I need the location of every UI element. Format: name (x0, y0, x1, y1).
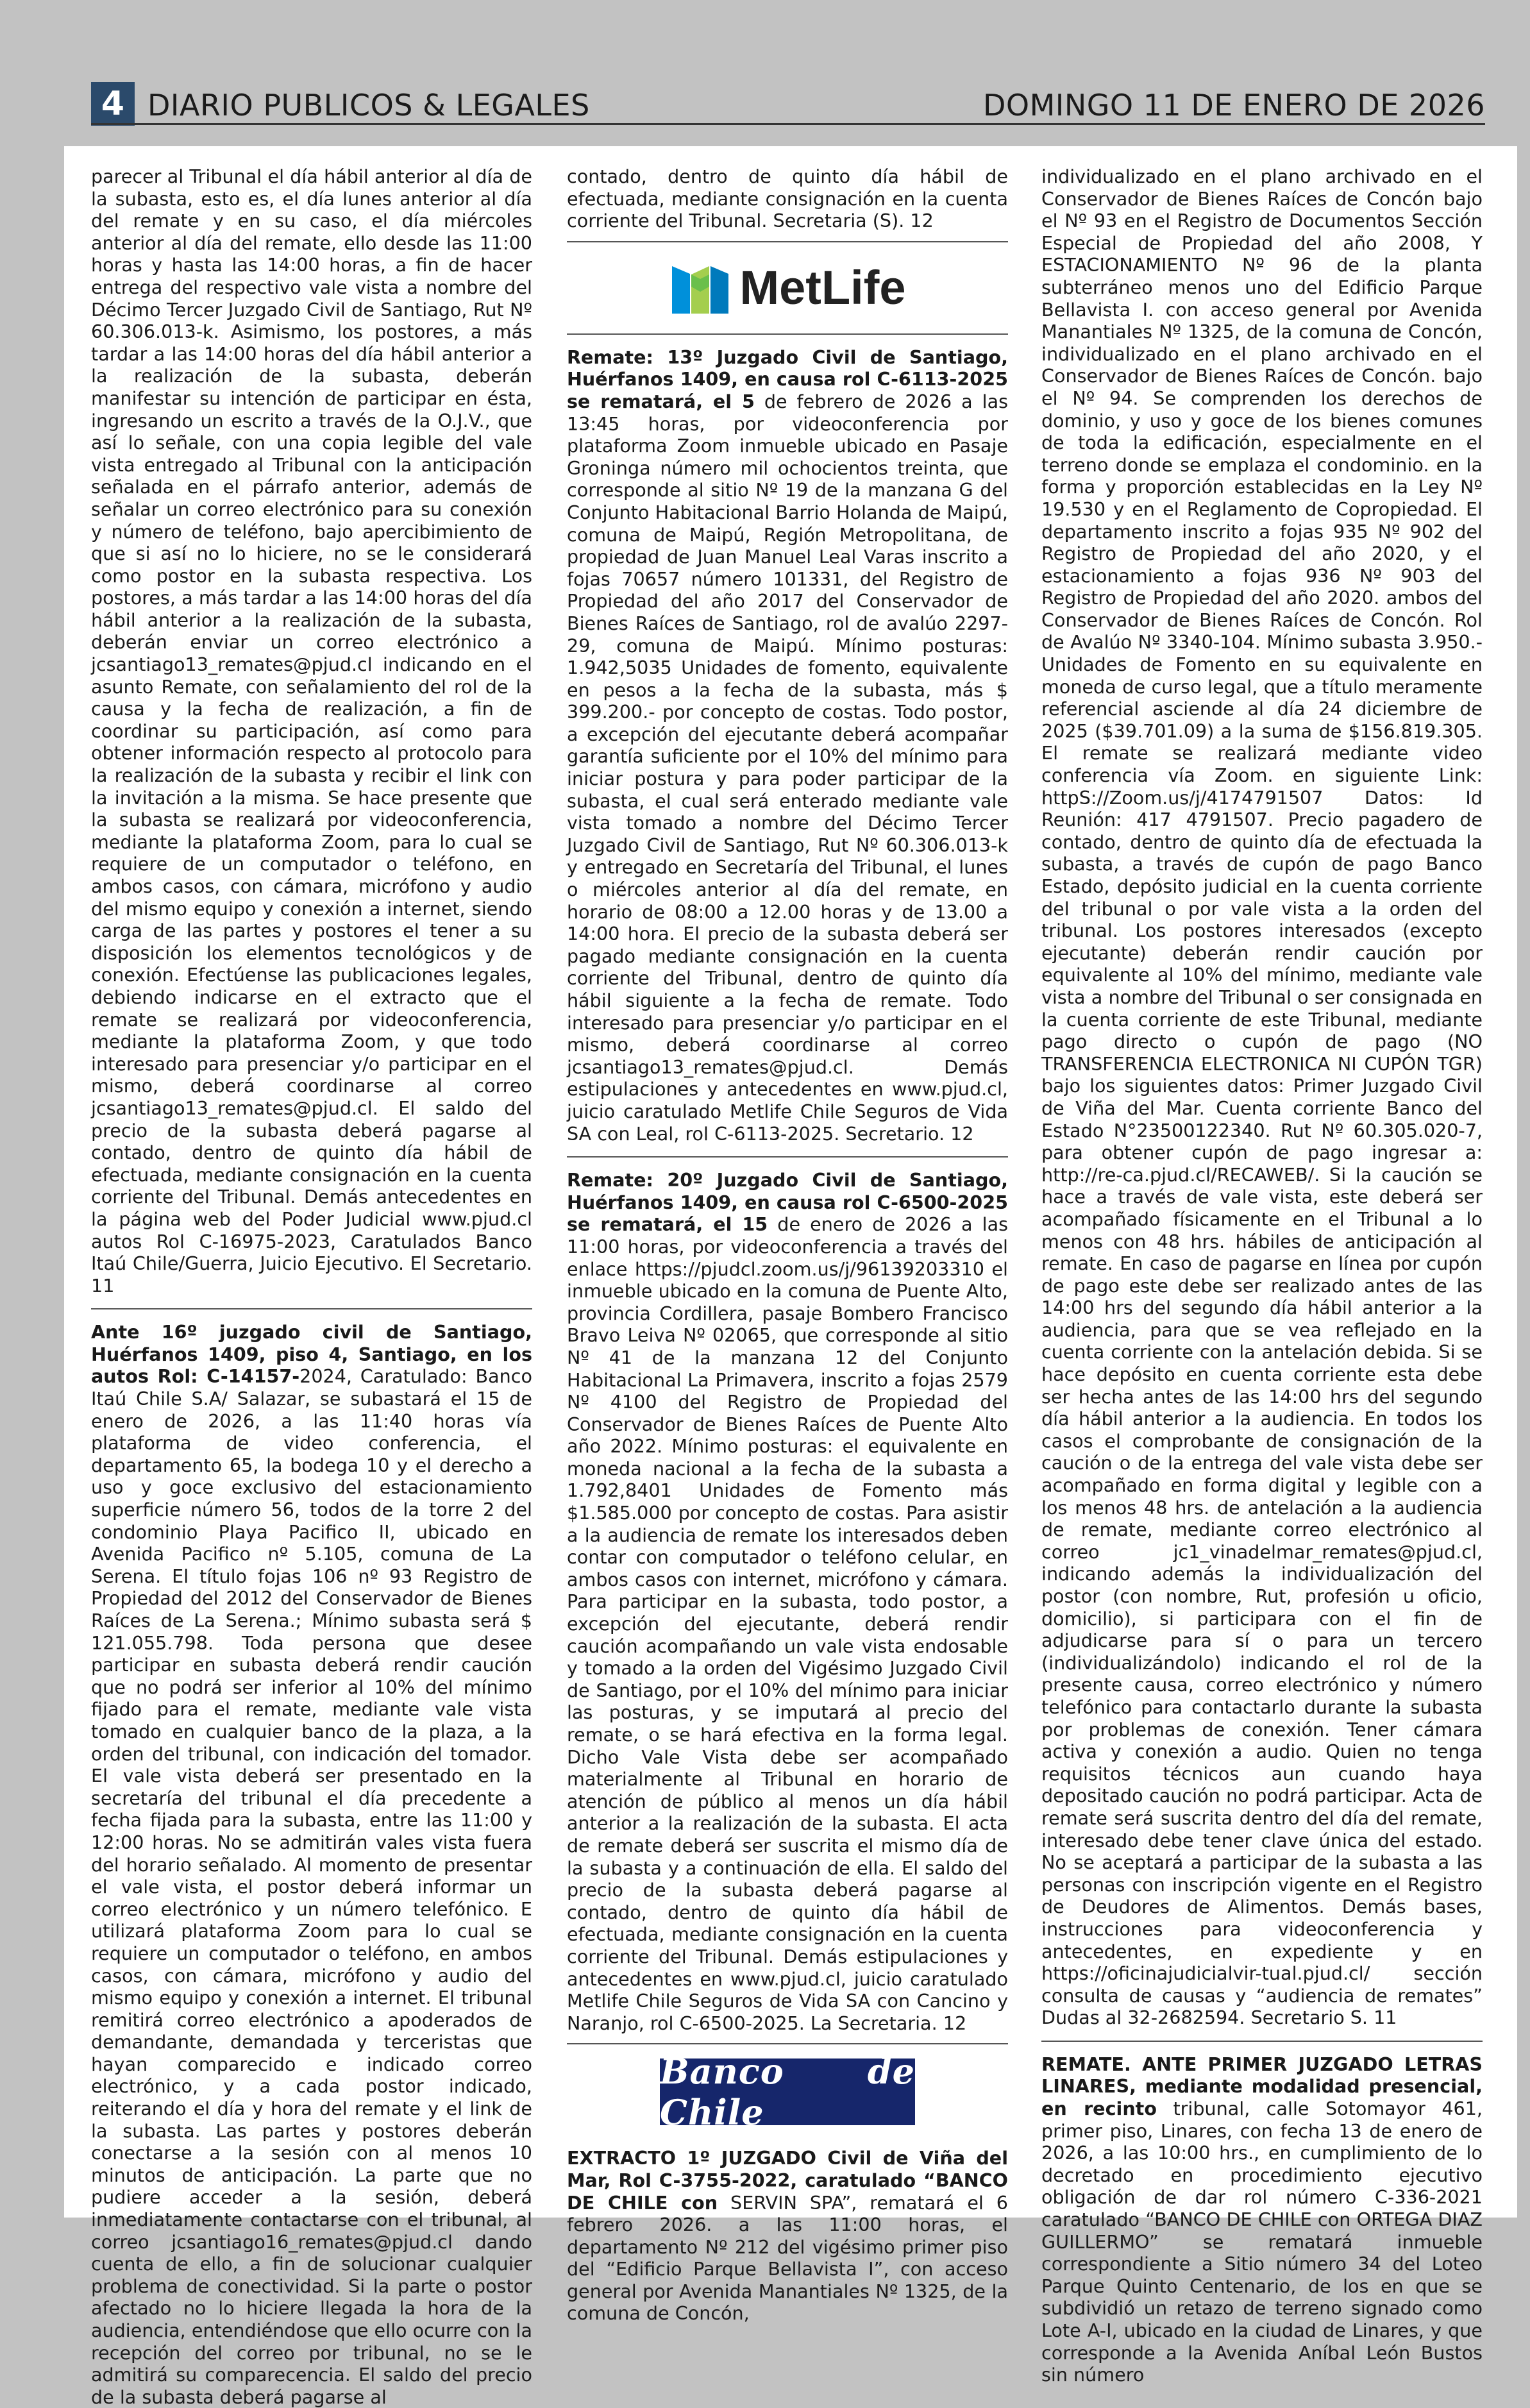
notice-20-juzgado: Remate: 20º Juzgado Civil de Santiago, Huérfanos 1409, en causa rol C-6500-2025 se rematará, el 15 de enero de 2026 a las 11:00 horas, por videoconferencia a través del enlace https://pjudcl.zoom.us/j/96139203310 el inmueble ubicado en la comuna de Puente Alto, provincia Cordillera, pasaje Bombero Francisco Bravo Leiva Nº 02065, que corresponde al sitio Nº 41 de la manzana 12 del Conjunto Habitacional La Primavera, inscrito a fojas 2579 Nº 4100 del Registro de Propiedad del Conservador de Bienes Raíces de Puente Alto año 2022. Mínimo posturas: el equivalente en moneda nacional a la fecha de la subasta a 1.792,8401 Unidades de Fomento más $1.585.000 por concepto de costas. Para asistir a la audiencia de remate los interesados deben contar con computador o teléfono celular, en ambos casos con internet, micrófono y cámara. Para participar en la subasta, todo postor, a excepción del ejecutante, deberá rendir caución acompañando un vale vista endosable y tomado a la orden del Vigésimo Juzgado Civil de Santiago, por el 10% del mínimo para iniciar las posturas, y se imputará al precio del remate, o se hará efectiva en la forma legal. Dicho Vale Vista debe ser acompañado materialmente al Tribunal en horario de atención de público al menos un día hábil anterior a la realización de la subasta. El acta de remate deberá ser suscrita el mismo día de la subasta y a continuación de ella. El saldo del precio de la subasta deberá pagarse al contado, dentro de quinto día hábil de efectuada, mediante consignación en la cuenta corriente del Tribunal. Demás estipulaciones y antecedentes en www.pjud.cl, juicio caratulado Metlife Chile Seguros de Vida SA con Cancino y Naranjo, rol C-6500-2025. La Secretaria. 12 (567, 1169, 1008, 2034)
column-1 (91, 165, 532, 2408)
metlife-wordmark: MetLife (739, 261, 906, 315)
metlife-logo (567, 241, 1008, 335)
notice-continuation: individualizado en el plano archivado en el Conservador de Bienes Raíces de Concón bajo el Nº 93 en el Registro de Documentos Sección Especial de Propiedad del año 2008, Y ESTACIONAMIENTO Nº 96 de la planta subterráneo menos uno del Edificio Parque Bellavista I. con acceso general por Avenida Manantiales Nº 1325, de la comuna de Concón, individualizado en el plano archivado en el Conservador de Bienes Raíces de Concón. bajo el Nº 94. Se comprenden los derechos de dominio, y uso y goce de los bienes comunes de toda la edificación, especialmente en el terreno donde se emplaza el condominio. en la forma y proporción establecidas en la Ley Nº 19.530 y en el Reglamento de Copropiedad. El departamento inscrito a fojas 935 Nº 902 del Registro de Propiedad del año 2020, y el estacionamiento a fojas 936 Nº 903 del Registro de Propiedad del año 2020. ambos del Conservador de Bienes Raíces de Concón. Rol de Avalúo Nº 3340-104. Mínimo subasta 3.950.- Unidades de Fomento en su equivalente en moneda de curso legal, que a título meramente referencial asciende al día 24 diciembre de 2025 ($39.701.09) a la suma de $156.819.305. El remate se realizará mediante video conferencia vía Zoom. en siguiente Link: httpS://Zoom.us/j/4174791507 Datos: Id Reunión: 417 4791507. Precio pagadero de contado, dentro de quinto día de efectuada la subasta, a través de cupón de pago Banco Estado, depósito judicial en la cuenta corriente del tribunal o por vale vista a la orden del tribunal. Los postores interesados (excepto ejecutante) deberán rendir caución por equivalente al 10% del mínimo, mediante vale vista a nombre del Tribunal o ser consignada en la cuenta corriente de este Tribunal, mediante pago directo o cupón de pago (NO TRANSFERENCIA ELECTRONICA NI CUPÓN TGR) bajo los siguientes datos: Primer Juzgado Civil de Viña del Mar. Cuenta corriente Banco del Estado N°23500122340. Rut Nº 60.305.020-7, para obtener cupón de pago ingresar a: http://re-ca.pjud.cl/RECAWEB/. Si la caución se hace a través de vale vista, este deberá ser acompañado físicamente en el Tribunal a lo menos con 48 hrs. hábiles de anticipación al remate. En caso de pagarse en línea por cupón de pago este debe ser realizado antes de las 14:00 hrs del segundo día hábil anterior a la audiencia, para que se vea reflejado en la cuenta corriente con la antelación debida. Si se hace depósito en cuenta corriente esta debe ser hecha antes de las 14:00 hrs del segundo día hábil anterior a la audiencia. En todos los casos el comprobante de consignación de la caución o de la entrega del vale vista debe ser acompañado en forma digital y legible con a los menos 48 hrs. de antelación a la audiencia de remate, mediante correo electrónico al correo jc1_vinadelmar_remates@pjud.cl, indicando además la individualización del postor (con nombre, Rut, profesión u oficio, domicilio), si participara con el fin de adjudicarse para sí o para un tercero (individualizándolo) indicando el rol de la presente causa, correo electrónico y número telefónico para contactarlo durante la subasta por problemas de conexión. Tener cámara activa y conexión a audio. Quien no tenga requisitos técnicos aun cuando haya depositado caución no podrá participar. Acta de remate será suscrita dentro del día del remate, interesado debe tener clave única del estado. No se aceptará a participar de la subasta a las personas con inscripción vigente en el Registro de Deudores de Alimentos. Demás bases, instrucciones para videoconferencia y antecedentes, en expediente y en https://oficinajudicialvir-tual.pjud.cl/ sección consulta de causas y “audiencia de remates” Dudas al 32-2682594. Secretario S. 11 (1041, 165, 1483, 2029)
banco-chile-logo (567, 2043, 1008, 2134)
column-2 (567, 165, 1008, 2325)
page-header (91, 82, 1485, 126)
notice-continuation: parecer al Tribunal el día hábil anterior al día de la subasta, esto es, el día lunes anterior al día del remate y en su caso, el día miércoles anterior al día del remate, ello desde las 11:00 horas y hasta las 14:00 horas, a fin de hacer entrega del respectivo vale vista a nombre del Décimo Tercer Juzgado Civil de Santiago, Rut Nº 60.306.013-k. Asimismo, los postores, a más tardar a las 14:00 horas del día hábil anterior a la realización de la subasta, deberán manifestar su intención de participar en ésta, ingresando un escrito a través de la O.J.V., que así lo señale, con una copia legible del vale vista entregado al Tribunal con la anticipación señalada en el párrafo anterior, además de señalar un correo electrónico para su conexión y número de teléfono, bajo apercibimiento de que si así no lo hiciere, no se le considerará como postor en la subasta respectiva. Los postores, a más tardar a las 14:00 horas del día hábil anterior a la realización de la subasta, deberán enviar un correo electrónico a jcsantiago13_remates@pjud.cl indicando en el asunto Remate, con señalamiento del rol de la causa y la fecha de realización, a fin de coordinar su participación, así como para obtener información respecto al protocolo para la realización de la subasta y recibir el link con la invitación a la misma. Se hace presente que la subasta se realizará por videoconferencia, mediante la plataforma Zoom, para lo cual se requiere de un computador o teléfono, en ambos casos, con cámara, micrófono y audio del mismo equipo y conexión a internet, siendo carga de las partes y postores el tener a su disposición los elementos tecnológicos y de conexión. Efectúense las publicaciones legales, debiendo indicarse en el extracto que el remate se realizará por videoconferencia, mediante la plataforma Zoom, y que todo interesado para presenciar y/o participar en el mismo, deberá coordinarse al correo jcsantiago13_remates@pjud.cl. El saldo del precio de la subasta deberá pagarse al contado, dentro de quinto día hábil de efectuada, mediante consignación en la cuenta corriente del Tribunal. Demás antecedentes en la página web del Poder Judicial www.pjud.cl autos Rol C-16975-2023, Caratulados Banco Itaú Chile/Guerra, Juicio Ejecutivo. El Secretario. 11 (91, 165, 532, 1297)
notice-divider (567, 1156, 1008, 1158)
banco-chile-badge (660, 2051, 915, 2134)
newspaper-page (64, 146, 1517, 2408)
issue-date: DOMINGO 11 DE ENERO DE 2026 (982, 88, 1485, 122)
notice-divider (1041, 2041, 1483, 2042)
notice-vina-del-mar: EXTRACTO 1º JUZGADO Civil de Viña del Mar, Rol C-3755-2022, caratulado “BANCO DE CHILE con SERVIN SPA”, rematará el 6 febrero 2026. a las 11:00 horas, el departamento Nº 212 del vigésimo primer piso del “Edificio Parque Bellavista I”, con acceso general por Avenida Manantiales Nº 1325, de la comuna de Concón, (567, 2147, 1008, 2325)
publication-title: DIARIO PUBLICOS & LEGALES (147, 88, 590, 122)
header-rule (91, 123, 1485, 125)
metlife-m-icon (669, 257, 731, 319)
notice-13-juzgado: Remate: 13º Juzgado Civil de Santiago, Huérfanos 1409, en causa rol C-6113-2025 se rematará, el 5 de febrero de 2026 a las 13:45 horas, por videoconferencia por plataforma Zoom inmueble ubicado en Pasaje Groninga número mil ochocientos treinta, que corresponde al sitio Nº 19 de la manzana G del Conjunto Habitacional Barrio Holanda de Maipú, comuna de Maipú, Región Metropolitana, de propiedad de Juan Manuel Leal Varas inscrito a fojas 70657 número 101331, del Registro de Propiedad del año 2017 del Conservador de Bienes Raíces de Santiago, rol de avalúo 2297-29, comuna de Maipú. Mínimo posturas: 1.942,5035 Unidades de fomento, equivalente en pesos a la fecha de la subasta, más $ 399.200.- por concepto de costas. Todo postor, a excepción del ejecutante deberá acompañar garantía suficiente por el 10% del mínimo para iniciar postura y para poder participar de la subasta, el cual será enterado mediante vale vista tomado a nombre del Décimo Tercer Juzgado Civil de Santiago, Rut Nº 60.306.013-k y entregado en Secretaría del Tribunal, el lunes o miércoles anterior al día del remate, en horario de 08:00 a 12.00 horas y de 13.00 a 14:00 hora. El precio de la subasta deberá ser pagado mediante consignación en la cuenta corriente del Tribunal, dentro de quinto día hábil siguiente a la fecha de remate. Todo interesado para presenciar y/o participar en el mismo, deberá coordinarse al correo jcsantiago13_remates@pjud.cl. Demás estipulaciones y antecedentes en www.pjud.cl, juicio caratulado Metlife Chile Seguros de Vida SA con Leal, rol C-6113-2025. Secretario. 12 (567, 346, 1008, 1145)
notice-16-juzgado: Ante 16º juzgado civil de Santiago, Huérfanos 1409, piso 4, Santiago, en los autos Rol: C-14157-2024, Caratulado: Banco Itaú Chile S.A/ Salazar, se subastará el 15 de enero de 2026, a las 11:40 horas vía plataforma de video conferencia, el departamento 65, la bodega 10 y el derecho a uso y goce exclusivo del estacionamiento superficie número 56, todos de la torre 2 del condominio Playa Pacifico II, ubicado en Avenida Pacifico nº 5.105, comuna de La Serena. El título fojas 106 nº 93 Registro de Propiedad del 2012 del Conservador de Bienes Raíces de La Serena.; Mínimo subasta será $ 121.055.798. Toda persona que desee participar en subasta deberá rendir caución que no podrá ser inferior al 10% del mínimo fijado para el remate, mediante vale vista tomado en cualquier banco de la plaza, a la orden del tribunal, con indicación del tomador. El vale vista deberá ser presentado en la secretaría del tribunal el día precedente a fecha fijada para la subasta, entre las 11:00 y 12:00 horas. No se admitirán vales vista fuera del horario señalado. Al momento de presentar el vale vista, el postor deberá informar un correo electrónico y un número telefónico. E utilizará plataforma Zoom para lo cual se requiere un computador o teléfono, en ambos casos, con cámara, micrófono y audio del mismo equipo y conexión a internet. El tribunal remitirá correo electrónico a apoderados de demandante, demandada y terceristas que hayan comparecido e indicado correo electrónico, y a cada postor indicado, reiterando el día y hora del remate y el link de la subasta. Las partes y postores deberán conectarse a la sesión con al menos 10 minutos de anticipación. La parte que no pudiere acceder a la sesión, deberá inmediatamente contactarse con el tribunal, al correo jcsantiago16_remates@pjud.cl dando cuenta de ello, a fin de solucionar cualquier problema de conectividad. Si la parte o postor afectado no lo hiciere llegada la hora de la audiencia, entendiéndose que ello ocurre con la recepción del correo por tribunal, no se le admitirá su comparecencia. El saldo del precio de la subasta deberá pagarse al (91, 1321, 532, 2408)
notice-divider (91, 1308, 532, 1309)
banco-chile-wordmark: Banco de Chile (660, 2051, 915, 2134)
notice-linares: REMATE. ANTE PRIMER JUZGADO LETRAS LINARES, mediante modalidad presencial, en recinto tribunal, calle Sotomayor 461, primer piso, Linares, con fecha 13 de enero de 2026, a las 10:00 hrs., en cumplimiento de lo decretado en procedimiento ejecutivo obligación de dar rol número C-336-2021 caratulado “BANCO DE CHILE con ORTEGA DIAZ GUILLERMO” se rematará inmueble correspondiente a Sitio número 34 del Loteo Parque Quinto Centenario, de los en que se subdividió un retazo de terreno signado como Lote A-I, ubicado en la ciudad de Linares, y que corresponde a la Avenida Aníbal León Bustos sin número (1041, 2053, 1483, 2386)
page-number: 4 (91, 82, 135, 126)
column-3 (1041, 165, 1483, 2386)
notice-continuation: contado, dentro de quinto día hábil de efectuada, mediante consignación en la cuenta corriente del Tribunal. Secretaria (S). 12 (567, 165, 1008, 232)
